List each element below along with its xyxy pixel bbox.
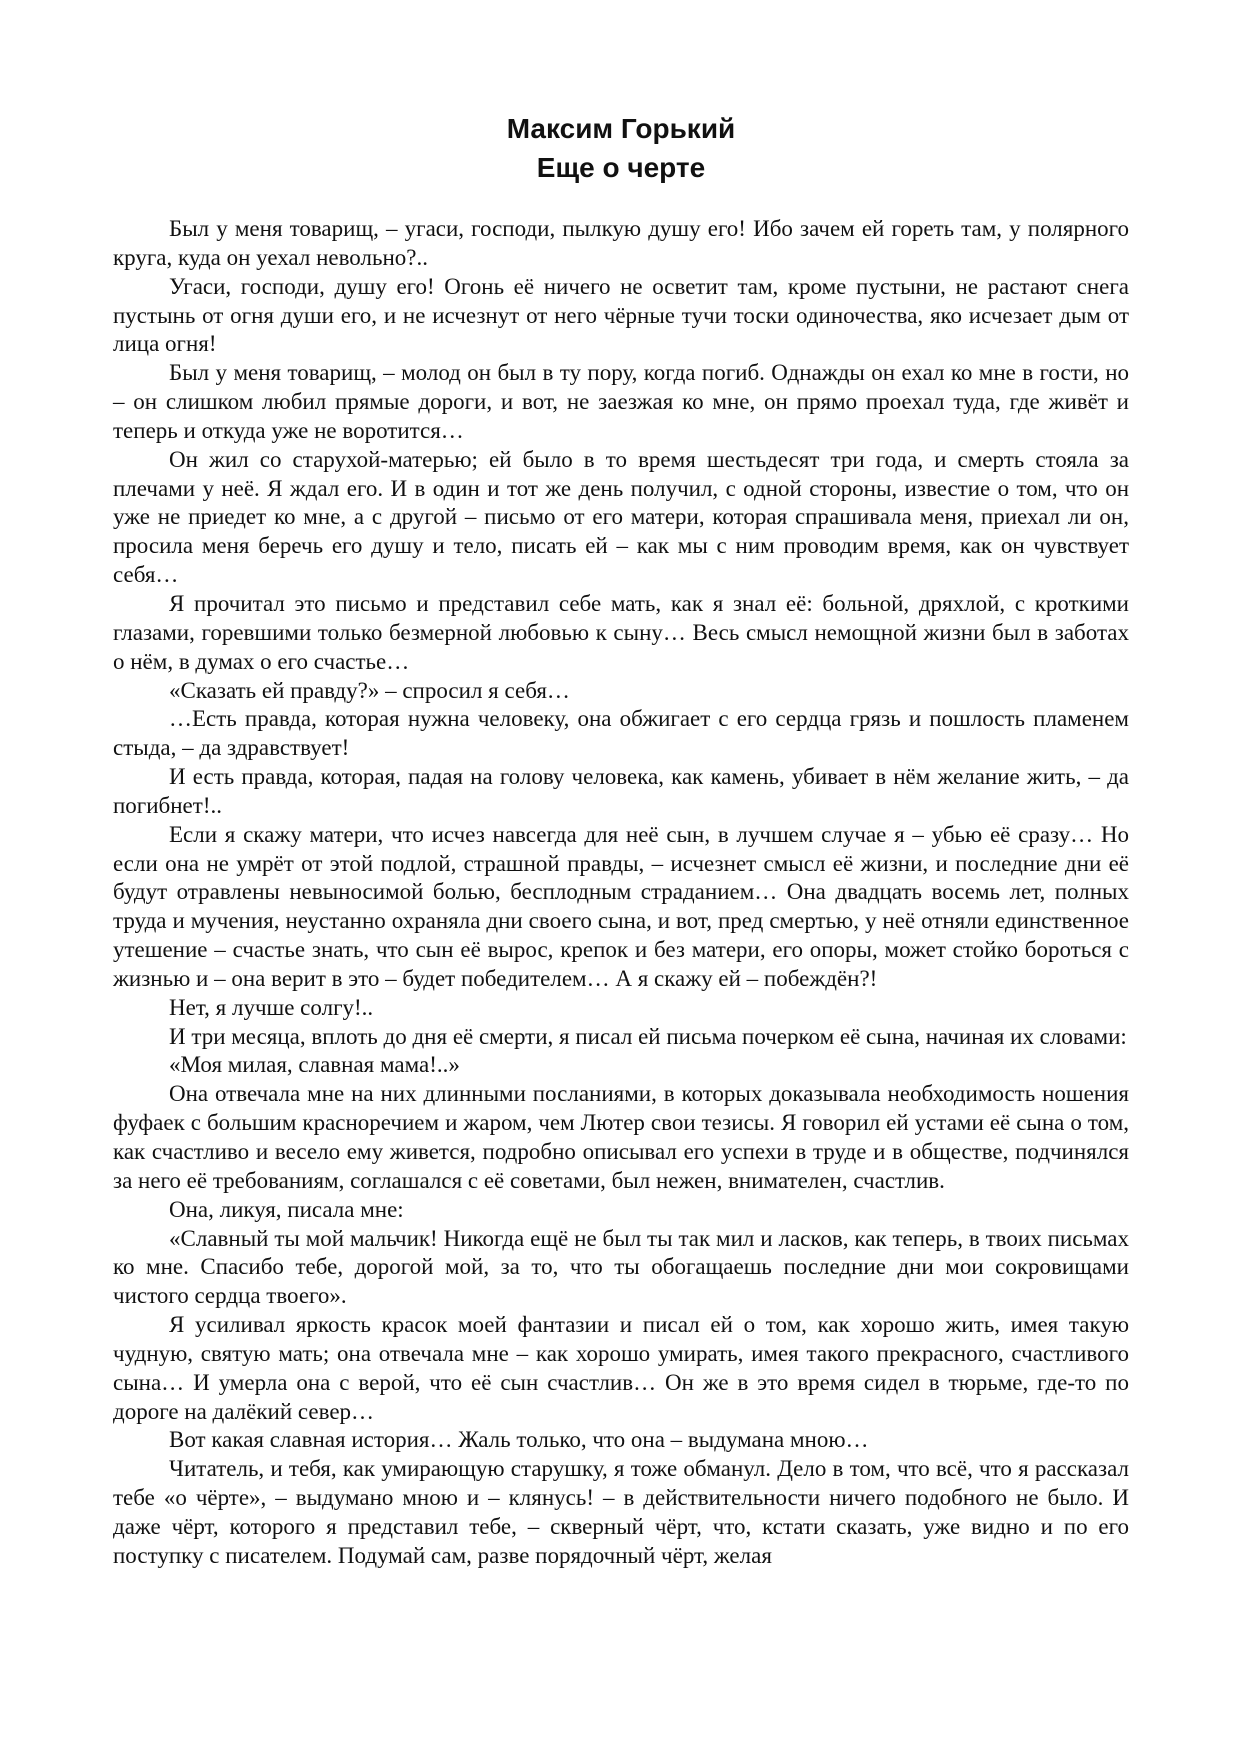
paragraph: Я прочитал это письмо и представил себе мать, как я знал её: больной, дряхлой, с кроткими глазами, горевшими только безмерной любовью к сыну… Весь смысл немощной жизни был в заботах о нём, в думах о его счастье… xyxy=(113,590,1129,674)
paragraph: Я усиливал яркость красок моей фантазии и писал ей о том, как хорошо жить, имея такую чудную, святую мать; она отвечала мне – как хорошо умирать, имея такого прекрасного, счастливого сына… И умерла она с верой, что её сын счастлив… Он же в это время сидел в тюрьме, где-то по дороге на далёкий север… xyxy=(113,1312,1129,1424)
paragraph: Был у меня товарищ, – молод он был в ту пору, когда погиб. Однажды он ехал ко мне в гости, но – он слишком любил прямые дороги, и вот, не заезжая ко мне, он прямо проехал туда, где живёт и теперь и откуда уже не воротится… xyxy=(113,360,1129,443)
paragraph: И есть правда, которая, падая на голову человека, как камень, убивает в нём желание жить, – да погибнет!.. xyxy=(113,764,1129,818)
paragraph: Читатель, и тебя, как умирающую старушку, я тоже обманул. Дело в том, что всё, что я рассказал тебе «о чёрте», – выдумано мною и – клянусь! – в действительности ничего подобного не было. И даже чёрт, которого я представил тебе, – скверный чёрт, что, кстати сказать, уже видно и по его поступку с писателем. Подумай сам, разве порядочный чёрт, желая xyxy=(113,1456,1129,1568)
paragraph: Угаси, господи, душу его! Огонь её ничего не осветит там, кроме пустыни, не растают снега пустынь от огня души его, и не исчезнут от него чёрные тучи тоски одиночества, яко исчезает дым от лица огня! xyxy=(113,273,1129,357)
paragraph: Вот какая славная история… Жаль только, что она – выдумана мною… xyxy=(169,1427,869,1453)
paragraph: Был у меня товарищ, – угаси, господи, пылкую душу его! Ибо зачем ей гореть там, у полярного круга, куда он уехал невольно?.. xyxy=(113,216,1129,270)
paragraph: Если я скажу матери, что исчез навсегда для неё сын, в лучшем случае я – убью её сразу… Но если она не умрёт от этой подлой, страшной правды, – исчезнет смысл её жизни, и последние дни её будут отравлены невыносимой болью, бесплодным страданием… Она двадцать восемь лет, полных труда и мучения, неустанно охраняла дни своего сына, и вот, пред смертью, у неё отняли единственное утешение – счастье знать, что сын её вырос, крепок и без матери, его опоры, может стойко бороться с жизнью и – она верит в это – будет победителем… А я скажу ей – побеждён?! xyxy=(113,821,1129,991)
document-header xyxy=(0,109,1242,187)
paragraph: …Есть правда, которая нужна человеку, она обжигает с его сердца грязь и пошлость пламенем стыда, – да здравствует! xyxy=(113,706,1129,761)
document-body xyxy=(113,215,1129,1571)
author-name: Максим Горький xyxy=(506,113,736,144)
document-title: Еще о черте xyxy=(536,152,706,183)
paragraph: «Моя милая, славная мама!..» xyxy=(169,1052,460,1078)
paragraph: Она, ликуя, писала мне: xyxy=(169,1196,404,1222)
paragraph: «Сказать ей правду?» – спросил я себя… xyxy=(169,677,570,703)
paragraph: «Славный ты мой мальчик! Никогда ещё не был ты так мил и ласков, как теперь, в твоих письмах ко мне. Спасибо тебе, дорогой мой, за то, что ты обогащаешь последние дни мои сокровищами чистого сердца твоего». xyxy=(113,1225,1129,1309)
paragraph: Она отвечала мне на них длинными посланиями, в которых доказывала необходимость ношения фуфаек с большим красноречием и жаром, чем Лютер свои тезисы. Я говорил ей устами её сына о том, как счастливо и весело ему живется, подробно описывал его успехи в труде и в обществе, подчинялся за него её требованиям, соглашался с её советами, был нежен, внимателен, счастлив. xyxy=(113,1081,1129,1193)
paragraph: Нет, я лучше солгу!.. xyxy=(169,994,374,1020)
paragraph: И три месяца, вплоть до дня её смерти, я писал ей письма почерком её сына, начиная их словами: xyxy=(169,1023,1127,1049)
paragraph: Он жил со старухой-матерью; ей было в то время шестьдесят три года, и смерть стояла за плечами у неё. Я ждал его. И в один и тот же день получил, с одной стороны, известие о том, что он уже не приедет ко мне, а с другой – письмо от его матери, которая спрашивала меня, приехал ли он, просила меня беречь его душу и тело, писать ей – как мы с ним проводим время, как он чувствует себя… xyxy=(113,446,1129,588)
